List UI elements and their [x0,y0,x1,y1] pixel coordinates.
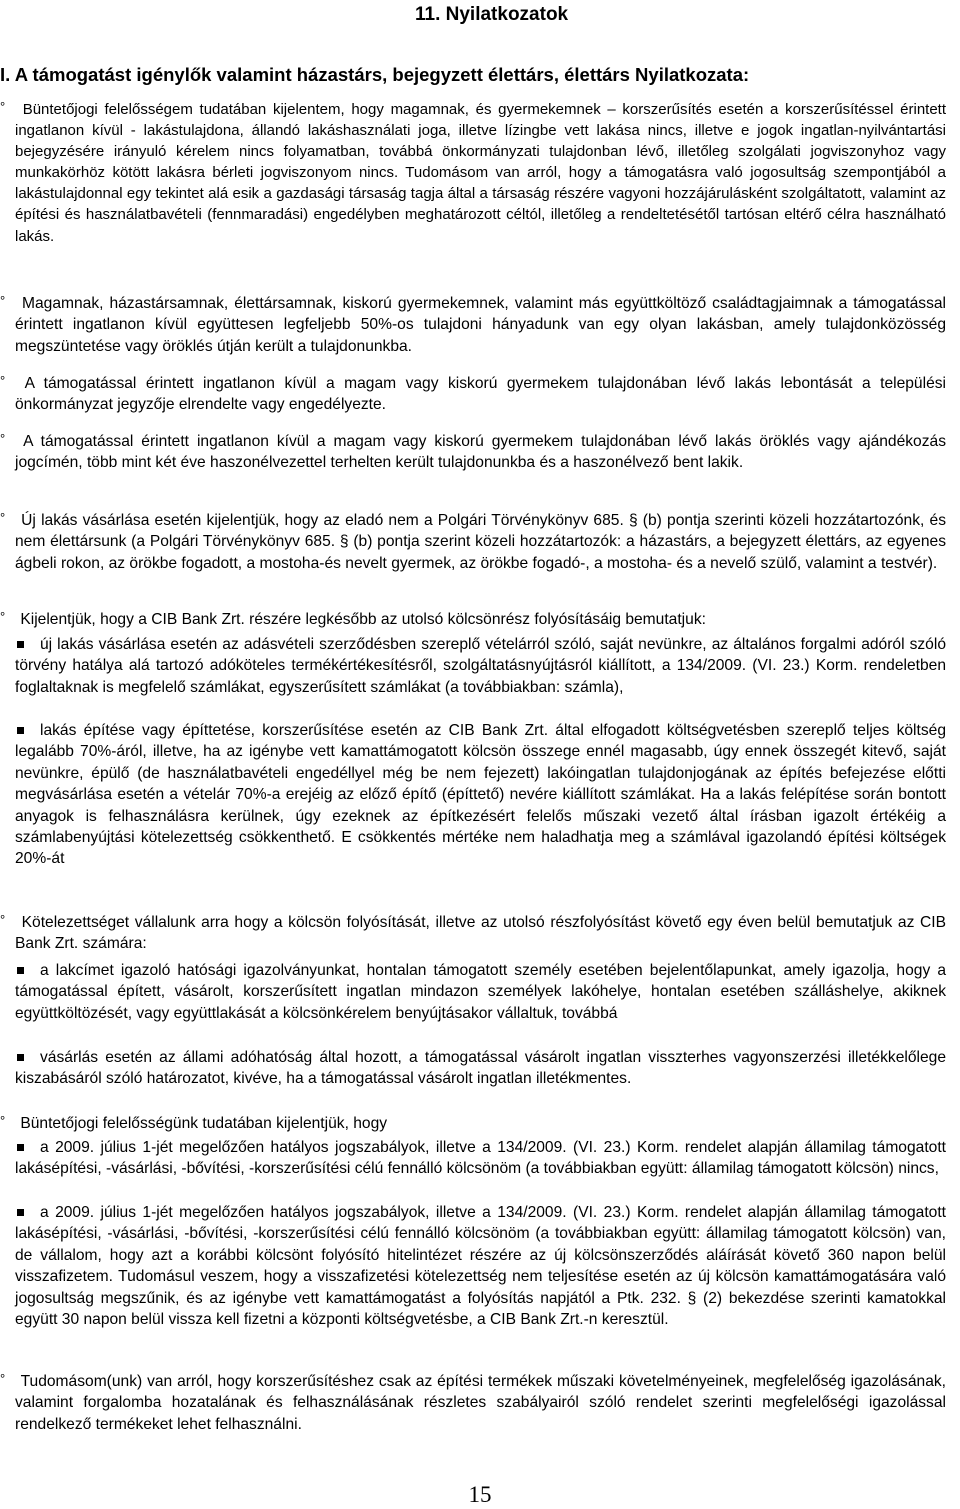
page-number: 15 [468,1482,492,1507]
paragraph-presentation-commitment [0,909,946,955]
paragraph-text: Büntetőjogi felelősségem tudatában kijelentem, hogy magamnak, és gyermekemnek – korszerűsítés esetén a korszerűsítéssel érintett ingatlanon kívül - lakástulajdona, állandó lakáshasználati joga, illetve lízingbe vett lakása nincs, illetve e jogok ingatlan-nyilvántartási bejegyzésére irányuló kérelem nincs folyamatban, továbbá önkormányzati tulajdonban lévő, illetőleg szolgálati jogviszonyhoz vagy munkakörhöz kötött lakásra bérleti jogviszonyom nincs. Tudomásom van arról, hogy a támogatásra való jogosultság szempontjából a lakástulajdonnal egy tekintet alá esik a gazdasági társaság tagja által a társaság részére vagyoni hozzájárulásként szolgáltatott, valamint az építési és használatbavételi (fennmaradási) engedélyben meghatározott céltól, illetőleg a rendeltetésétől tartósan eltérő célra használható lakás. [15,101,947,245]
square-bullet-icon [17,641,24,648]
square-bullet-icon [17,1144,24,1151]
degree-bullet: ° [0,99,6,114]
paragraph-text: A támogatással érintett ingatlanon kívül a magam vagy kiskorú gyermekem tulajdonában lévő lakás lebontását a települési önkormányzat jegyzője elrendelte vagy engedélyezte. [15,375,946,414]
paragraph-inheritance [0,428,946,474]
list-item-invoices-purchase [15,634,946,698]
square-bullet-icon [17,1209,24,1216]
square-bullet-icon [17,727,24,734]
paragraph-text: Büntetőjogi felelősségünk tudatában kijelentjük, hogy [20,1115,388,1132]
paragraph-text: Új lakás vásárlása esetén kijelentjük, hogy az eladó nem a Polgári Törvénykönyv 685. § (b) pontja szerinti közeli hozzátartozónk, és nem élettársunk (a Polgári Törvénykönyv 685. § (b) pontja szerint közeli hozzátartozók: a házastárs, a bejegyzett élettárs, az egyenes ágbeli rokon, az örökbe fogadott, a mostoha-és nevelt gyermek, az örökbe fogadó-, a mostoha- és a nevelő szülő, valamint a testvér). [15,512,946,572]
declaration-heading: I. A támogatást igénylők valamint házastárs, bejegyzett élettárs, élettárs Nyilatkozata: [0,64,750,85]
list-item-text: lakás építése vagy építtetése, korszerűsítése esetén az CIB Bank Zrt. által elfogadott költségvetésben szereplő teljes költség legalább 70%-áról, illetve, ha az igénybe vett kamattámogatott kölcsön összege ennél magasabb, úgy ennek összegét kitevő, saját nevünkre, épülő (de használatbavételi engedéllyel még be nem fejezett) lakóingatlan tulajdonjogának az építés befejezése előtti megvásárlása esetén a vételár 70%-a erejéig az előző építő (építtető) nevére kiállított számlákat. Ha a lakás felépítése során bontott anyagok is felhasználásra kerülnek, úgy ezeknek az építkezésért felelős műszaki vezető által írásban igazolt értékéig a számlabenyújtási kötelezettség csökkenthető. E csökkentés mértéke nem haladhatja meg a számlával igazolandó építési költségek 20%-át [15,722,946,868]
list-item-text: új lakás vásárlása esetén az adásvételi szerződésben szereplő vételárról szóló, saját nevünkre, az általános forgalmi adóról szóló törvény hatálya alá tartozó adóköteles termékértékesítésről, szolgáltatásnyújtásról kiállított, a 134/2009. (VI. 23.) Korm. rendeletben foglaltaknak is megfelelő számlákat, egyszerűsített számlákat (a továbbiakban: számla), [15,636,946,696]
list-item-state-loan-repayment [15,1202,946,1330]
list-item-text: vásárlás esetén az állami adóhatóság által hozott, a támogatással vásárolt ingatlan visszterhes vagyonszerzési illetékkelőlege kiszabásáról szóló határozatot, kivéve, ha a támogatással vásárolt ingatlan illetékmentes. [15,1049,946,1088]
paragraph-new-home-purchase [0,507,946,574]
paragraph-text: Kötelezettséget vállalunk arra hogy a kölcsön folyósítását, illetve az utolsó részfolyósítást követő egy éven belül bemutatjuk az CIB Bank Zrt. számára: [15,914,946,953]
paragraph-text: Kijelentjük, hogy a CIB Bank Zrt. részére legkésőbb az utolsó kölcsönrész folyósításáig bemutatjuk: [20,611,706,628]
list-item-no-state-loan [15,1137,946,1180]
list-item-text: a lakcímet igazoló hatósági igazolványunkat, hontalan támogatott személy esetében bejelentőlapunkat, amely igazolja, hogy a támogatással épített, vásárolt, korszerűsített ingatlan mindazon személyek lakóhelye, hontalan esetében szálláshelye, akiknek együttköltözését, vagy együttlakását a kölcsönkérelem benyújtásakor vállaltuk, továbbá [15,962,946,1022]
paragraph-text: A támogatással érintett ingatlanon kívül a magam vagy kiskorú gyermekem tulajdonában lévő lakás öröklés vagy ajándékozás jogcímén, több mint két éve haszonélvezettel terhelten került tulajdonunkba és a haszonélvező bent lakik. [15,433,946,472]
paragraph-ownership-share [0,290,947,357]
degree-bullet: ° [0,431,6,446]
section-title: 11. Nyilatkozatok [415,4,569,25]
degree-bullet: ° [0,510,6,525]
list-item-text: a 2009. július 1-jét megelőzően hatályos jogszabályok, illetve a 134/2009. (VI. 23.) Korm. rendelet alapján államilag támogatott lakásépítési, -vásárlási, -bővítési, -korszerűsítési célú fennálló kölcsönöm (a továbbiakban együtt: államilag támogatott kölcsön) nincs, [15,1139,946,1178]
paragraph-invoice-commitment [0,606,946,630]
square-bullet-icon [17,1054,24,1061]
degree-bullet: ° [0,373,6,388]
degree-bullet: ° [0,293,6,308]
degree-bullet: ° [0,609,6,624]
list-item-text: a 2009. július 1-jét megelőzően hatályos jogszabályok, illetve a 134/2009. (VI. 23.) Korm. rendelet alapján államilag támogatott lakásépítési, -vásárlási, -bővítési, -korszerűsítési célú fennálló kölcsönöm (a továbbiakban együtt: államilag támogatott kölcsön) van, de vállalom, hogy azt a korábbi kölcsönt folyósító hitelintézet részére az új kölcsönszerződés aláírását követő 360 napon belül visszafizetem. Tudomásul veszem, hogy a visszafizetési kötelezettség nem teljesítése esetén az új kölcsön kamattámogatására való jogosultság megszűnik, és az igénybe vett kamattámogatást a folyósítás napjától a Ptk. 232. § (2) bekezdése szerinti kamatokkal együtt 30 napon belül vissza kell fizetni a központi költségvetésbe, a CIB Bank Zrt.-n keresztül. [15,1204,946,1329]
paragraph-joint-declaration [0,1110,946,1134]
list-item-address-card [15,960,946,1024]
degree-bullet: ° [0,912,6,927]
square-bullet-icon [17,967,24,974]
degree-bullet: ° [0,1113,6,1128]
degree-bullet: ° [0,1371,6,1386]
paragraph-text: Tudomásom(unk) van arról, hogy korszerűsítéshez csak az építési termékek műszaki követelményeinek, megfelelőség igazolásának, valamint forgalomba hozatalának és felhasználásának részletes szabályairól szóló rendelet szerinti megfelelőségi igazolással rendelkező termékeket lehet felhasználni. [15,1373,946,1433]
paragraph-construction-products [0,1368,946,1435]
paragraph-criminal-liability [0,96,947,247]
list-item-tax-decision [15,1047,946,1090]
paragraph-text: Magamnak, házastársamnak, élettársamnak, kiskorú gyermekemnek, valamint más együttköltöző családtagjaimnak a támogatással érintett ingatlanon kívül együttesen legfeljebb 50%-os tulajdoni hányadunk van egy olyan lakásban, amely tulajdonközösség megszüntetése vagy öröklés útján került a tulajdonunkba. [15,295,947,355]
list-item-invoices-construction [15,720,946,870]
paragraph-demolition [0,370,946,416]
